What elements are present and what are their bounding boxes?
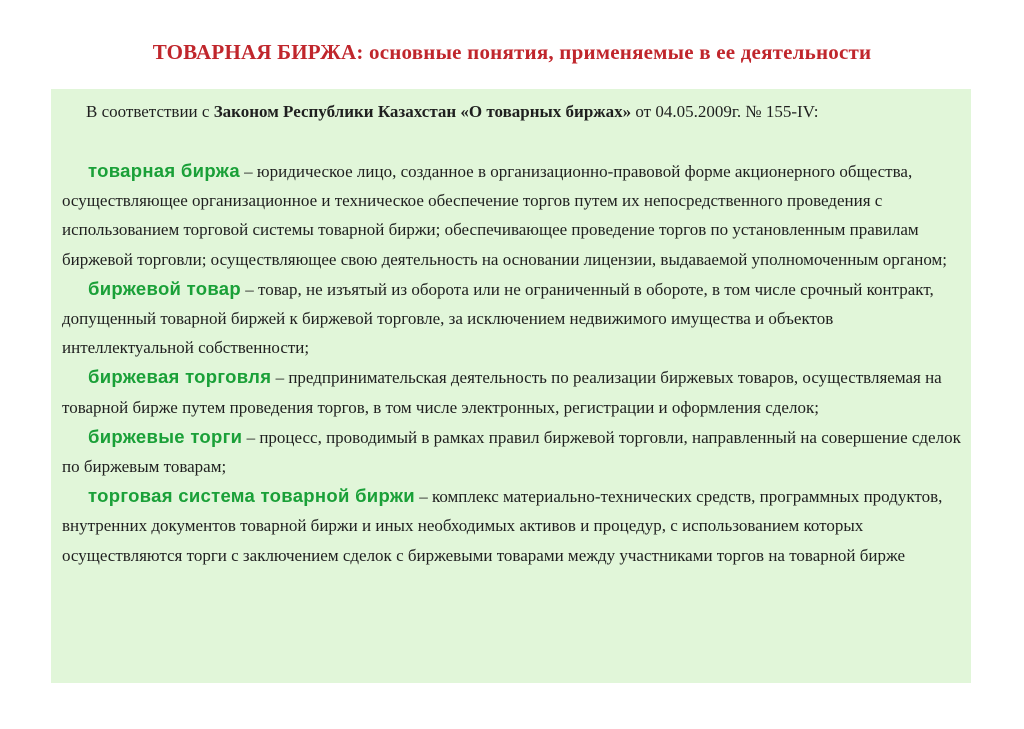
definition-text: – юридическое лицо, созданное в организационно-правовой форме акционерного общества, осуществляющее организационное и техническое обеспечение торгов путем их непосредственного проведения с использованием торговой системы товарной биржи; обеспечивающее проведение торгов по установленным правилам биржевой торговли; осуществляющее свою деятельность на основании лицензии, выдаваемой уполномоченным органом; [62,162,947,269]
term: товарная биржа [88,160,240,181]
law-reference [86,102,966,122]
definition-exchange-commodity [62,274,962,363]
term: биржевая торговля [88,366,272,388]
definition-exchange-trading [62,362,962,421]
definition-text: – товар, не изъятый из оборота или не ограниченный в обороте, в том числе срочный контракт, допущенный товарной биржей к биржевой торговле, за исключением недвижимого имущества и объектов интеллектуальной собственности; [62,279,934,358]
definitions-list [62,156,962,570]
term: биржевые торги [88,425,243,447]
definition-text: – предпринимательская деятельность по реализации биржевых товаров, осуществляемая на товарной бирже путем проведения торгов, в том числе электронных, регистрации и оформления сделок; [62,368,942,417]
definition-text: – комплекс материально-технических средств, программных продуктов, внутренних документов товарной биржи и иных необходимых активов и процедур, с использованием которых осуществляются торги с заключением сделок с биржевыми товарами между участниками торгов на товарной бирже [62,487,943,565]
intro-suffix: от 04.05.2009г. № 155-IV: [631,102,819,121]
intro-prefix: В соответствии с [86,102,214,121]
definition-commodity-exchange [62,156,962,274]
term: биржевой товар [88,277,241,299]
definition-exchange-auctions [62,422,962,481]
law-name: Законом Республики Казахстан «О товарных биржах» [213,102,632,121]
definition-text: – процесс, проводимый в рамках правил биржевой торговли, направленный на совершение сделок по биржевым товарам; [62,427,961,477]
slide-title: ТОВАРНАЯ БИРЖА: основные понятия, применяемые в ее деятельности [152,40,872,64]
definition-trading-system [62,481,962,570]
term: торговая система товарной биржи [88,485,415,507]
